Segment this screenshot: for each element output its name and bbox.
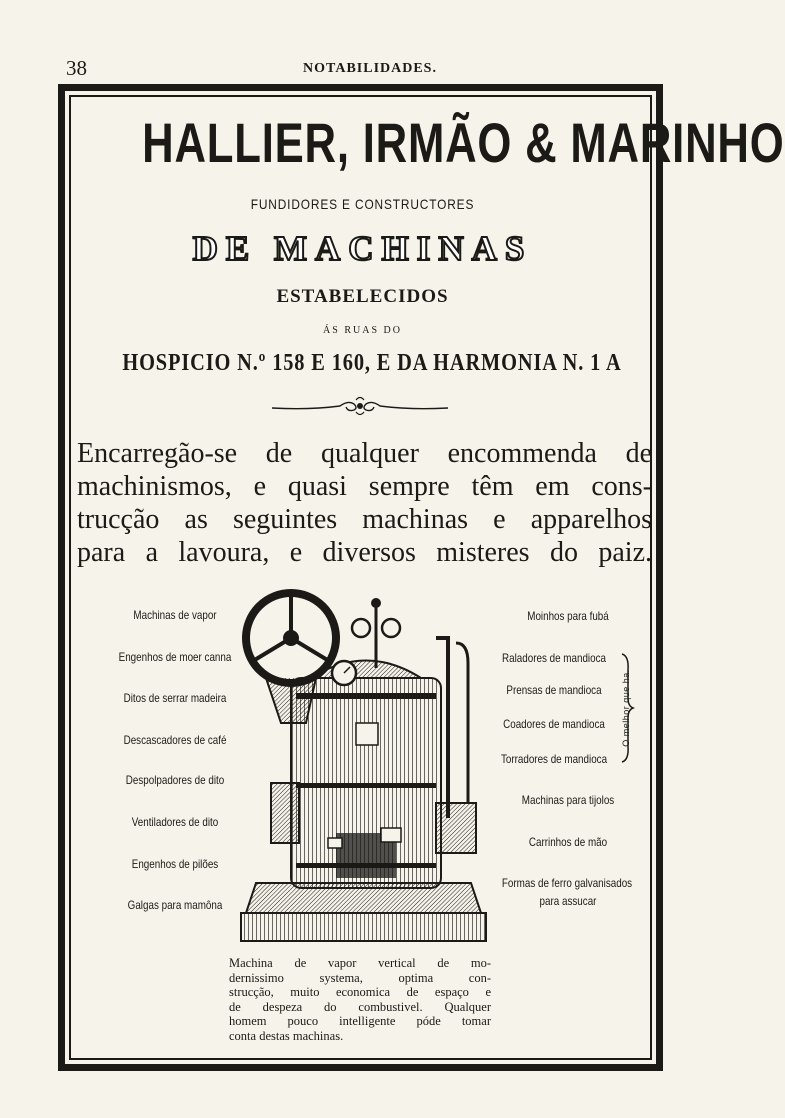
caption-line: de despeza do combustivel. Qualquer xyxy=(229,999,491,1014)
intro-paragraph xyxy=(77,437,652,569)
caption-line: Machina de vapor vertical de mo- xyxy=(229,956,491,970)
list-item: Formas de ferro galvanisados xyxy=(501,876,633,890)
list-item: Prensas de mandioca xyxy=(506,683,602,697)
subtitle-machines: DE MACHINAS xyxy=(192,229,533,268)
list-item: Machinas de vapor xyxy=(133,608,217,622)
intro-line: para a lavoura, e diversos misteres do paiz. xyxy=(77,537,652,568)
caption-line: homem pouco intelligente póde tomar xyxy=(229,1014,491,1028)
list-item: Ventiladores de dito xyxy=(131,815,219,829)
caption-line: strucção, muito economica de espaço e xyxy=(229,985,491,999)
address: HOSPICIO N.º 158 E 160, E DA HARMONIA N. 1 A xyxy=(122,350,622,376)
page-number: 38 xyxy=(66,56,87,80)
intro-line: trucção as seguintes machinas e apparelhos xyxy=(77,504,652,535)
steam-engine-illustration xyxy=(236,583,491,948)
subtitle-streets: ÁS RUAS DO xyxy=(323,325,402,336)
company-name: HALLIER, IRMÃO & MARINHO xyxy=(142,111,785,174)
list-item: Galgas para mamôna xyxy=(127,898,223,912)
running-head: NOTABILIDADES. xyxy=(303,61,437,76)
list-item: Carrinhos de mão xyxy=(528,835,608,849)
list-item: Engenhos de pilões xyxy=(131,857,219,871)
intro-line: machinismos, e quasi sempre têm em cons- xyxy=(77,471,652,502)
list-item: Engenhos de moer canna xyxy=(118,650,232,664)
ornament-divider-icon xyxy=(270,394,450,418)
list-item: Despolpadores de dito xyxy=(125,773,225,787)
intro-line: Encarregão-se de qualquer encommenda de xyxy=(77,438,652,469)
list-item: Descascadores de café xyxy=(123,733,227,747)
subtitle-established: ESTABELECIDOS xyxy=(276,286,449,307)
brace-note: O melhor que ha. xyxy=(621,669,631,747)
machine-caption xyxy=(229,956,491,1043)
list-item: Torradores de mandioca xyxy=(500,752,608,766)
caption-line: conta destas machinas. xyxy=(229,1028,344,1043)
subtitle-founders: FUNDIDORES E CONSTRUCTORES xyxy=(250,196,475,212)
list-item: Moinhos para fubá xyxy=(527,609,609,623)
list-item: Machinas para tijolos xyxy=(521,793,615,807)
caption-line: dernissimo systema, optima con- xyxy=(229,970,491,985)
list-item: Coadores de mandioca xyxy=(503,717,605,731)
list-item: para assucar xyxy=(539,894,597,908)
list-item: Raladores de mandioca xyxy=(502,651,606,665)
list-item: Ditos de serrar madeira xyxy=(123,691,227,705)
